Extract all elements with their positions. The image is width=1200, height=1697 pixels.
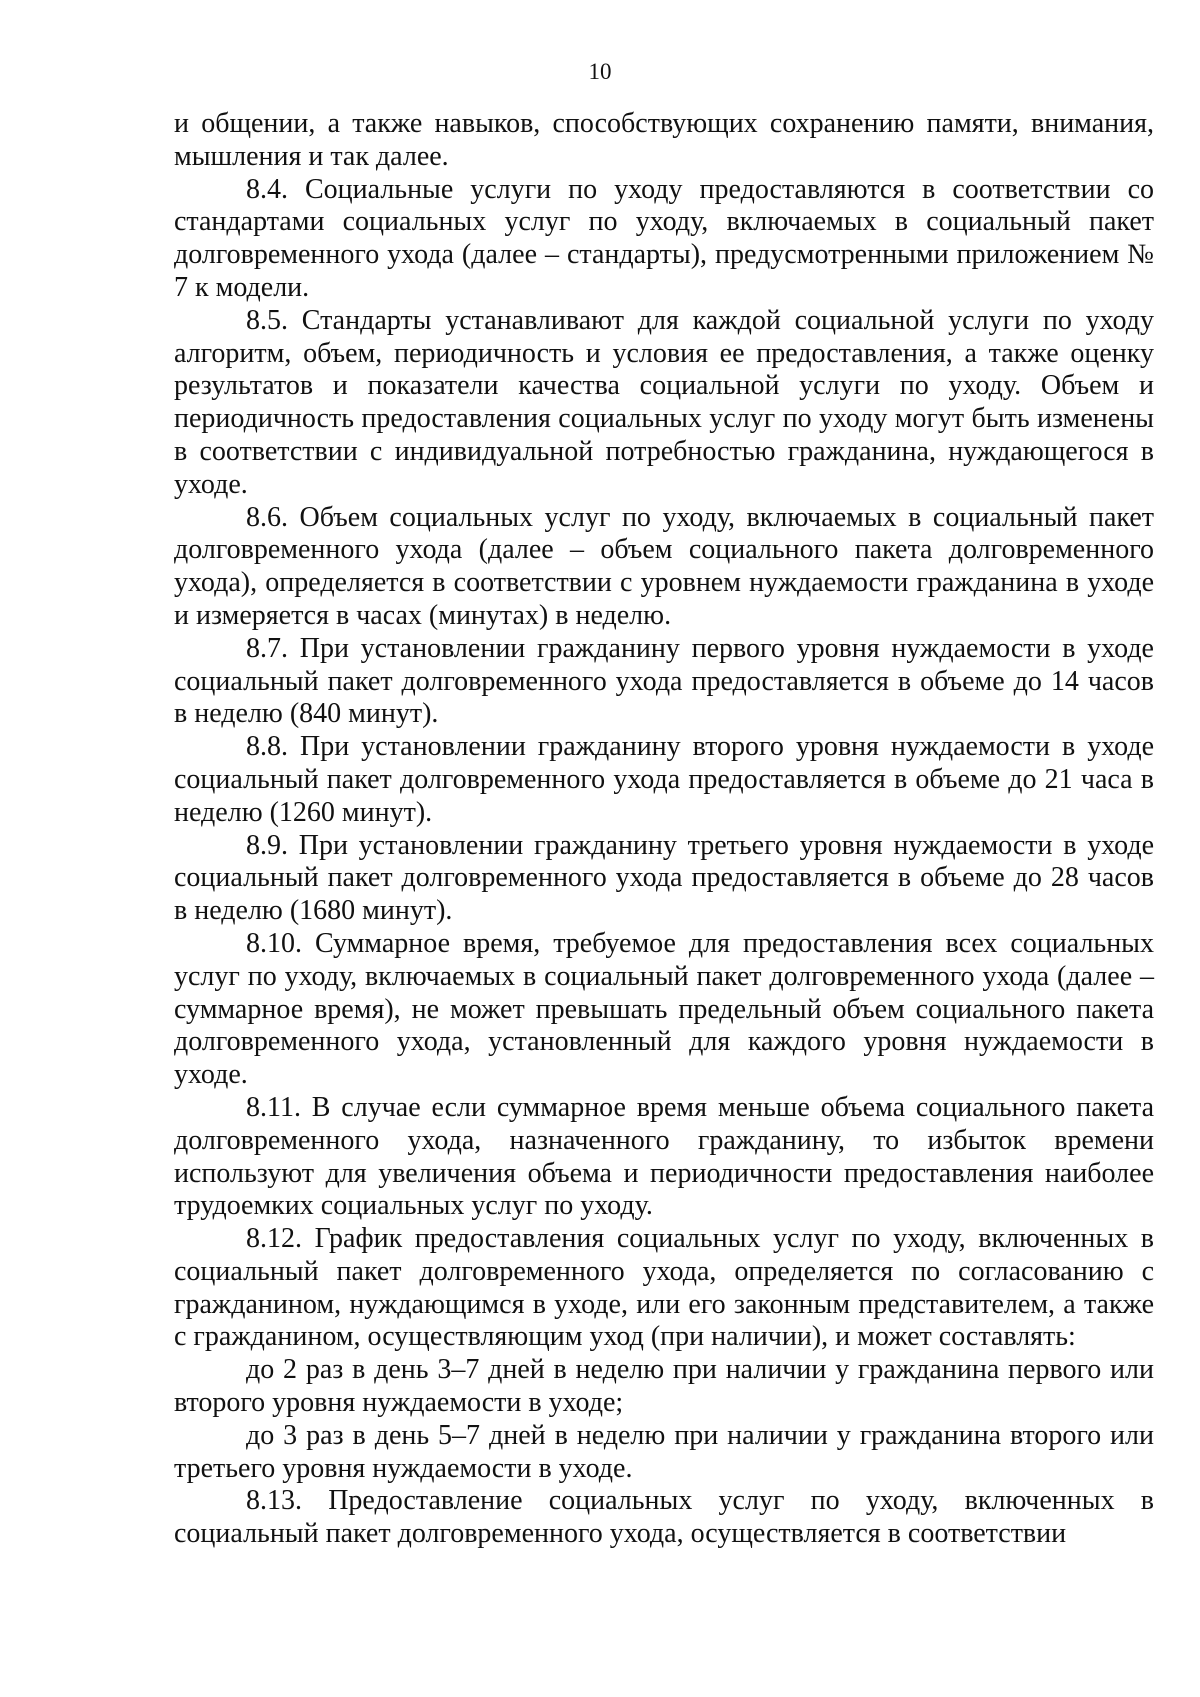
- paragraph-8-12: 8.12. График предоставления социальных услуг по уходу, включенных в социальный пакет долговременного ухода, определяется по согласованию с гражданином, нуждающимся в уходе, или его законным представителем, а также с гражданином, осуществляющим уход (при наличии), и может составлять:: [174, 1223, 1154, 1353]
- paragraph-8-13: 8.13. Предоставление социальных услуг по уходу, включенных в социальный пакет долговременного ухода, осуществляется в соответствии: [174, 1485, 1154, 1550]
- paragraph-8-9: 8.9. При установлении гражданину третьего уровня нуждаемости в уходе социальный пакет долговременного ухода предоставляется в объеме до 28 часов в неделю (1680 минут).: [174, 829, 1154, 927]
- paragraph-8-11: 8.11. В случае если суммарное время меньше объема социального пакета долговременного ухода, назначенного гражданину, то избыток времени используют для увеличения объема и периодичности предоставления наиболее трудоемких социальных услуг по уходу.: [174, 1091, 1154, 1222]
- list-item-schedule-2: до 3 раз в день 5–7 дней в неделю при наличии у гражданина второго или третьего уровня нуждаемости в уходе.: [174, 1419, 1154, 1484]
- paragraph-continuation: и общении, а также навыков, способствующих сохранению памяти, внимания, мышления и так далее.: [174, 108, 1154, 172]
- paragraph-8-8: 8.8. При установлении гражданину второго уровня нуждаемости в уходе социальный пакет долговременного ухода предоставляется в объеме до 21 часа в неделю (1260 минут).: [174, 731, 1154, 828]
- paragraph-8-7: 8.7. При установлении гражданину первого уровня нуждаемости в уходе социальный пакет долговременного ухода предоставляется в объеме до 14 часов в неделю (840 минут).: [174, 632, 1154, 730]
- list-item-schedule-1: до 2 раз в день 3–7 дней в неделю при наличии у гражданина первого или второго уровня нуждаемости в уходе;: [174, 1354, 1154, 1419]
- paragraph-8-10: 8.10. Суммарное время, требуемое для предоставления всех социальных услуг по уходу, включаемых в социальный пакет долговременного ухода (далее – суммарное время), не может превышать предельный объем социального пакета долговременного ухода, установленный для каждого уровня нуждаемости в уходе.: [174, 927, 1154, 1091]
- paragraph-8-4: 8.4. Социальные услуги по уходу предоставляются в соответствии со стандартами социальных услуг по уходу, включаемых в социальный пакет долговременного ухода (далее – стандарты), предусмотренными приложением № 7 к модели.: [174, 173, 1154, 303]
- paragraph-8-6: 8.6. Объем социальных услуг по уходу, включаемых в социальный пакет долговременного ухода (далее – объем социального пакета долговременного ухода), определяется в соответствии с уровнем нуждаемости гражданина в уходе и измеряется в часах (минутах) в неделю.: [174, 501, 1154, 631]
- page-number: 10: [588, 59, 612, 84]
- paragraph-8-5: 8.5. Стандарты устанавливают для каждой социальной услуги по уходу алгоритм, объем, периодичность и условия ее предоставления, а также оценку результатов и показатели качества социальной услуги по уходу. Объем и периодичность предоставления социальных услуг по уходу могут быть изменены в соответствии с индивидуальной потребностью гражданина, нуждающегося в уходе.: [174, 304, 1154, 500]
- document-body: [174, 108, 1154, 1551]
